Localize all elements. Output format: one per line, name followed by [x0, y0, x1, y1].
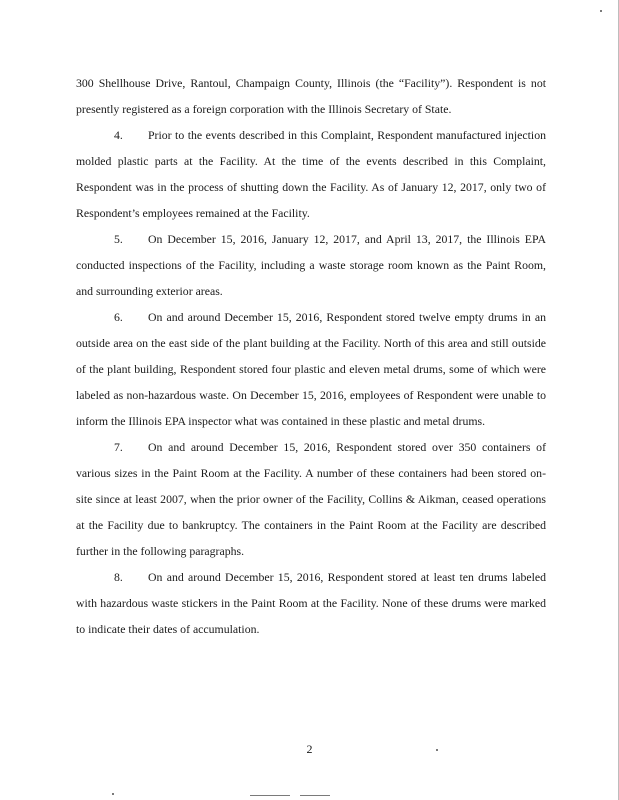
paragraph-number: 5.: [114, 232, 123, 246]
scan-speck: [436, 749, 438, 751]
paragraph-text: On December 15, 2016, January 12, 2017, and April 13, 2017, the Illinois EPA conducted inspections of the Facility, including a waste storage room known as the Paint Room, and surrounding exterior areas.: [76, 232, 546, 298]
paragraph-text: On and around December 15, 2016, Respondent stored twelve empty drums in an outside area on the east side of the plant building at the Facility. North of this area and still outside of the plant building, Respondent stored four plastic and eleven metal drums, some of which were labeled as non-hazardous waste. On December 15, 2016, employees of Respondent were unable to inform the Illinois EPA inspector what was contained in these plastic and metal drums.: [76, 310, 546, 428]
scan-speck: [250, 795, 290, 796]
paragraph-6: [76, 304, 546, 434]
paragraph-4: [76, 122, 546, 226]
paragraph-text: On and around December 15, 2016, Respondent stored at least ten drums labeled with hazardous waste stickers in the Paint Room at the Facility. None of these drums were marked to indicate their dates of accumulation.: [76, 570, 546, 636]
paragraph-text: On and around December 15, 2016, Respondent stored over 350 containers of various sizes in the Paint Room at the Facility. A number of these containers had been stored on-site since at least 2007, when the prior owner of the Facility, Collins & Aikman, ceased operations at the Facility due to bankruptcy. The containers in the Paint Room at the Facility are described further in the following paragraphs.: [76, 440, 546, 558]
paragraph-5: [76, 226, 546, 304]
paragraph-number: 6.: [114, 310, 123, 324]
page-number: 2: [306, 742, 313, 756]
paragraph-8: [76, 564, 546, 642]
scan-speck: [300, 795, 330, 796]
scan-speck: [600, 10, 602, 12]
paragraph-number: 8.: [114, 570, 123, 584]
paragraph-text: Prior to the events described in this Complaint, Respondent manufactured injection molded plastic parts at the Facility. At the time of the events described in this Complaint, Respondent was in the process of shutting down the Facility. As of January 12, 2017, only two of Respondent’s employees remained at the Facility.: [76, 128, 546, 220]
document-body: [76, 70, 546, 642]
paragraph-3-continued: [76, 70, 546, 122]
scan-speck: [112, 793, 114, 795]
paragraph-7: [76, 434, 546, 564]
paragraph-number: 4.: [114, 128, 123, 142]
paragraph-number: 7.: [114, 440, 123, 454]
paragraph-text: 300 Shellhouse Drive, Rantoul, Champaign County, Illinois (the “Facility”). Respondent is not presently registered as a foreign corporation with the Illinois Secretary of State.: [76, 76, 546, 116]
